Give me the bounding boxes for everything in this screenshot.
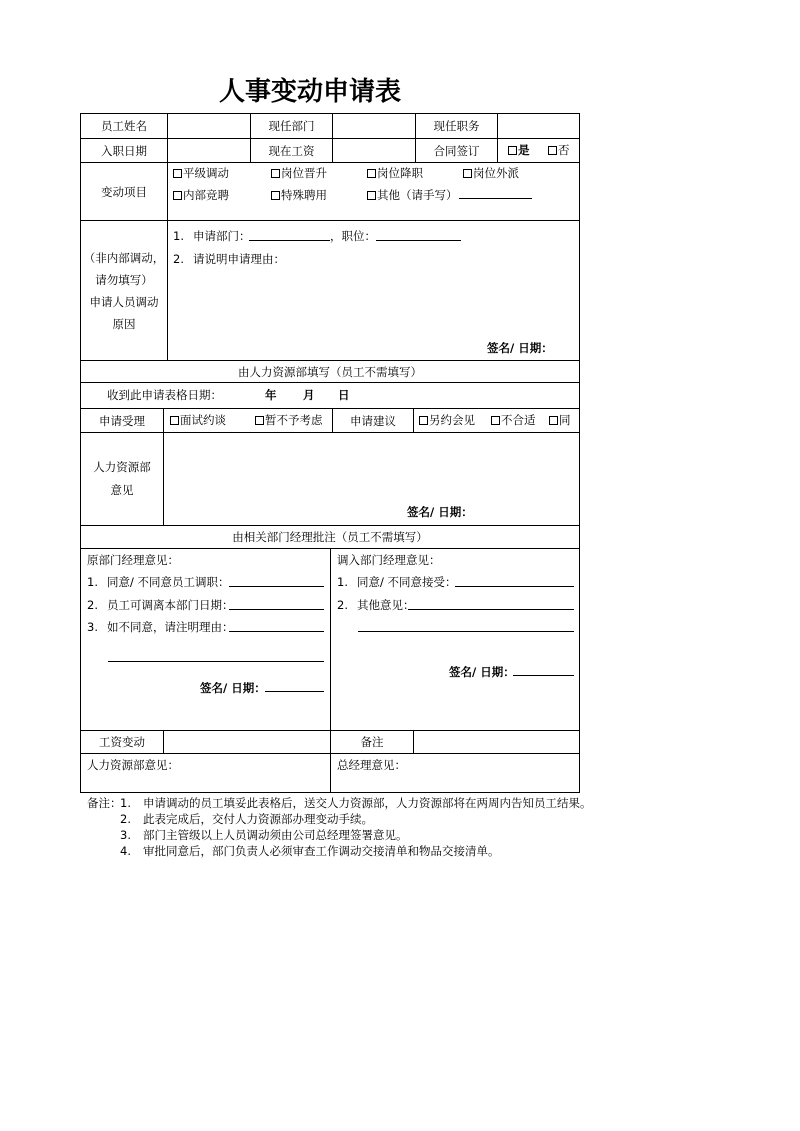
target-dept-manager-opinion[interactable] <box>331 549 580 730</box>
note-text: 审批同意后，部门负责人必须审查工作调动交接清单和物品交接清单。 <box>143 844 500 858</box>
checkbox-icon <box>367 169 376 178</box>
contract-option-yes[interactable] <box>508 142 530 158</box>
current-salary-field[interactable] <box>333 139 416 162</box>
hire-date-field[interactable] <box>168 139 251 162</box>
employee-name-label: 员工姓名 <box>81 114 168 138</box>
acceptance-option-interview[interactable] <box>170 412 226 428</box>
option-label: 特殊聘用 <box>281 188 327 202</box>
other-opinion-blank[interactable] <box>408 597 574 610</box>
checkbox-icon <box>508 146 517 155</box>
option-label: 岗位晋升 <box>281 166 327 180</box>
reason-prompt: 请说明申请理由： <box>193 252 285 266</box>
personnel-change-form <box>80 113 580 793</box>
checkbox-icon <box>170 416 179 425</box>
change-option-internal-bid[interactable] <box>173 187 229 203</box>
change-option-lateral[interactable] <box>173 165 229 181</box>
acceptance-options <box>164 409 333 432</box>
suggestion-option-agree[interactable] <box>549 412 571 428</box>
option-label: 其他（请手写） <box>377 188 458 202</box>
applicant-signature-date-label: 签名/ 日期： <box>487 341 553 355</box>
transfer-consent-blank[interactable] <box>229 574 324 587</box>
application-reason-row <box>81 221 580 361</box>
contract-option-no[interactable] <box>548 142 570 158</box>
change-items-label: 变动项目 <box>81 163 168 220</box>
change-option-special-hire[interactable] <box>271 187 327 203</box>
checkbox-icon <box>173 169 182 178</box>
manager-opinions-row <box>81 549 580 731</box>
received-date-label: 收到此申请表格日期： <box>107 388 222 402</box>
suggestion-options <box>414 409 580 432</box>
acceptance-label: 申请受理 <box>81 409 164 432</box>
received-date-row <box>81 383 580 409</box>
option-label: 平级调动 <box>183 166 229 180</box>
reason-label-line: 原因 <box>112 316 136 331</box>
note-text: 部门主管级以上人员调动须由公司总经理签署意见。 <box>143 828 408 842</box>
final-opinions-row <box>81 754 580 793</box>
suggestion-label: 申请建议 <box>333 409 414 432</box>
option-label: 岗位降职 <box>377 166 423 180</box>
reason-label-line: （非内部调动， <box>83 250 165 265</box>
item-number: 3. <box>87 620 98 634</box>
requested-dept-blank[interactable] <box>249 228 330 241</box>
item-number: 1. <box>173 229 184 243</box>
contract-yes-label: 是 <box>518 143 530 157</box>
hr-opinion-label <box>81 433 164 525</box>
note-text: 申请调动的员工填妥此表格后，送交人力资源部，人力资源部将在两周内告知员工结果。 <box>143 796 592 810</box>
hr-section-header: 由人力资源部填写（员工不需填写） <box>81 361 580 382</box>
checkbox-icon <box>549 416 558 425</box>
disagree-reason-label: 如不同意，请注明理由： <box>107 620 234 634</box>
note-number: 2. <box>120 812 131 826</box>
checkbox-icon <box>548 146 557 155</box>
option-label: 暂不予考虑 <box>265 413 323 427</box>
gm-opinion-label: 总经理意见： <box>337 758 406 772</box>
option-label: 不合适 <box>501 413 536 427</box>
change-option-promotion[interactable] <box>271 165 327 181</box>
form-title: 人事变动申请表 <box>219 77 402 107</box>
month-label: 月 <box>303 388 315 402</box>
other-opinion-extra-line[interactable] <box>358 631 574 632</box>
item-number: 2. <box>173 252 184 266</box>
suggestion-option-unsuitable[interactable] <box>491 412 536 428</box>
other-opinion-label: 其他意见： <box>357 598 415 612</box>
hr-opinion-label-line: 人力资源部 <box>93 460 151 474</box>
note-number: 4. <box>120 844 131 858</box>
hr-opinion-label-line: 意见 <box>110 483 134 497</box>
checkbox-icon <box>491 416 500 425</box>
notes-prefix: 备注： <box>87 796 122 810</box>
item-number: 2. <box>337 598 348 612</box>
transfer-consent-label: 同意/ 不同意员工调职： <box>107 575 230 589</box>
leave-date-label: 员工可调离本部门日期： <box>107 598 234 612</box>
original-manager-signature-label: 签名/ 日期： <box>200 681 266 695</box>
hr-final-opinion-label: 人力资源部意见： <box>87 758 179 772</box>
requested-position-blank[interactable] <box>376 228 461 241</box>
hr-section-header-row <box>81 361 580 383</box>
accept-consent-blank[interactable] <box>455 574 574 587</box>
item-number: 2. <box>87 598 98 612</box>
option-label: 同 <box>559 413 571 427</box>
application-reason-area[interactable] <box>168 221 580 360</box>
day-label: 日 <box>338 388 350 402</box>
contract-options <box>498 139 580 162</box>
year-label: 年 <box>265 388 277 402</box>
option-label: 面试约谈 <box>180 413 226 427</box>
manager-section-header: 由相关部门经理批注（员工不需填写） <box>81 526 580 548</box>
target-manager-signature-label: 签名/ 日期： <box>449 665 515 679</box>
option-label: 岗位外派 <box>473 166 519 180</box>
current-position-label: 现任职务 <box>416 114 498 138</box>
reason-label-line: 申请人员调动 <box>89 294 159 309</box>
hire-date-label: 入职日期 <box>81 139 168 162</box>
suggestion-option-reschedule[interactable] <box>419 412 475 428</box>
basic-info-row-2 <box>81 139 580 163</box>
current-position-field[interactable] <box>498 114 580 138</box>
current-salary-label: 现在工资 <box>251 139 333 162</box>
salary-remarks-row <box>81 731 580 754</box>
contract-label: 合同签订 <box>416 139 498 162</box>
target-manager-signature-blank[interactable] <box>513 664 574 676</box>
current-dept-field[interactable] <box>333 114 416 138</box>
option-label: 另约会见 <box>429 413 475 427</box>
current-dept-label: 现任部门 <box>251 114 333 138</box>
change-option-dispatch[interactable] <box>463 165 519 181</box>
acceptance-option-not-considered[interactable] <box>255 412 323 428</box>
change-option-demotion[interactable] <box>367 165 423 181</box>
acceptance-row <box>81 409 580 433</box>
checkbox-icon <box>173 191 182 200</box>
checkbox-icon <box>271 191 280 200</box>
target-dept-title: 调入部门经理意见： <box>337 553 441 567</box>
received-date-cell[interactable] <box>81 383 580 408</box>
requested-position-label: ，职位： <box>330 229 376 243</box>
application-reason-label <box>81 221 168 360</box>
hr-final-opinion-area[interactable] <box>81 754 331 792</box>
other-write-in-line[interactable] <box>459 187 532 199</box>
remarks-label: 备注 <box>331 731 414 753</box>
item-number: 1. <box>87 575 98 589</box>
note-number: 1. <box>120 796 131 810</box>
checkbox-icon <box>255 416 264 425</box>
hr-opinion-area[interactable] <box>164 433 580 525</box>
change-option-other[interactable] <box>367 187 458 203</box>
change-items-row <box>81 163 580 221</box>
basic-info-row-1 <box>81 114 580 139</box>
accept-consent-label: 同意/ 不同意接受： <box>357 575 457 589</box>
salary-change-label: 工资变动 <box>81 731 164 753</box>
change-items-options <box>168 163 580 220</box>
checkbox-icon <box>367 191 376 200</box>
requested-dept-label: 申请部门： <box>193 229 251 243</box>
contract-no-label: 否 <box>558 143 570 157</box>
hr-opinion-row <box>81 433 580 526</box>
original-manager-signature-blank[interactable] <box>265 680 324 692</box>
note-text: 此表完成后，交付人力资源部办理变动手续。 <box>143 812 373 826</box>
checkbox-icon <box>463 169 472 178</box>
disagree-reason-extra-line[interactable] <box>108 661 324 662</box>
hr-signature-date-label: 签名/ 日期： <box>407 505 473 519</box>
checkbox-icon <box>271 169 280 178</box>
original-dept-title: 原部门经理意见： <box>87 553 179 567</box>
reason-label-line: 请勿填写） <box>95 272 153 287</box>
remarks-field[interactable] <box>414 731 580 753</box>
salary-change-field[interactable] <box>164 731 331 753</box>
item-number: 1. <box>337 575 348 589</box>
checkbox-icon <box>419 416 428 425</box>
leave-date-blank[interactable] <box>229 597 324 610</box>
original-dept-manager-opinion[interactable] <box>81 549 331 730</box>
note-number: 3. <box>120 828 131 842</box>
gm-opinion-area[interactable] <box>331 754 580 792</box>
employee-name-field[interactable] <box>168 114 251 138</box>
disagree-reason-blank[interactable] <box>229 619 324 632</box>
option-label: 内部竞聘 <box>183 188 229 202</box>
manager-section-header-row <box>81 526 580 549</box>
